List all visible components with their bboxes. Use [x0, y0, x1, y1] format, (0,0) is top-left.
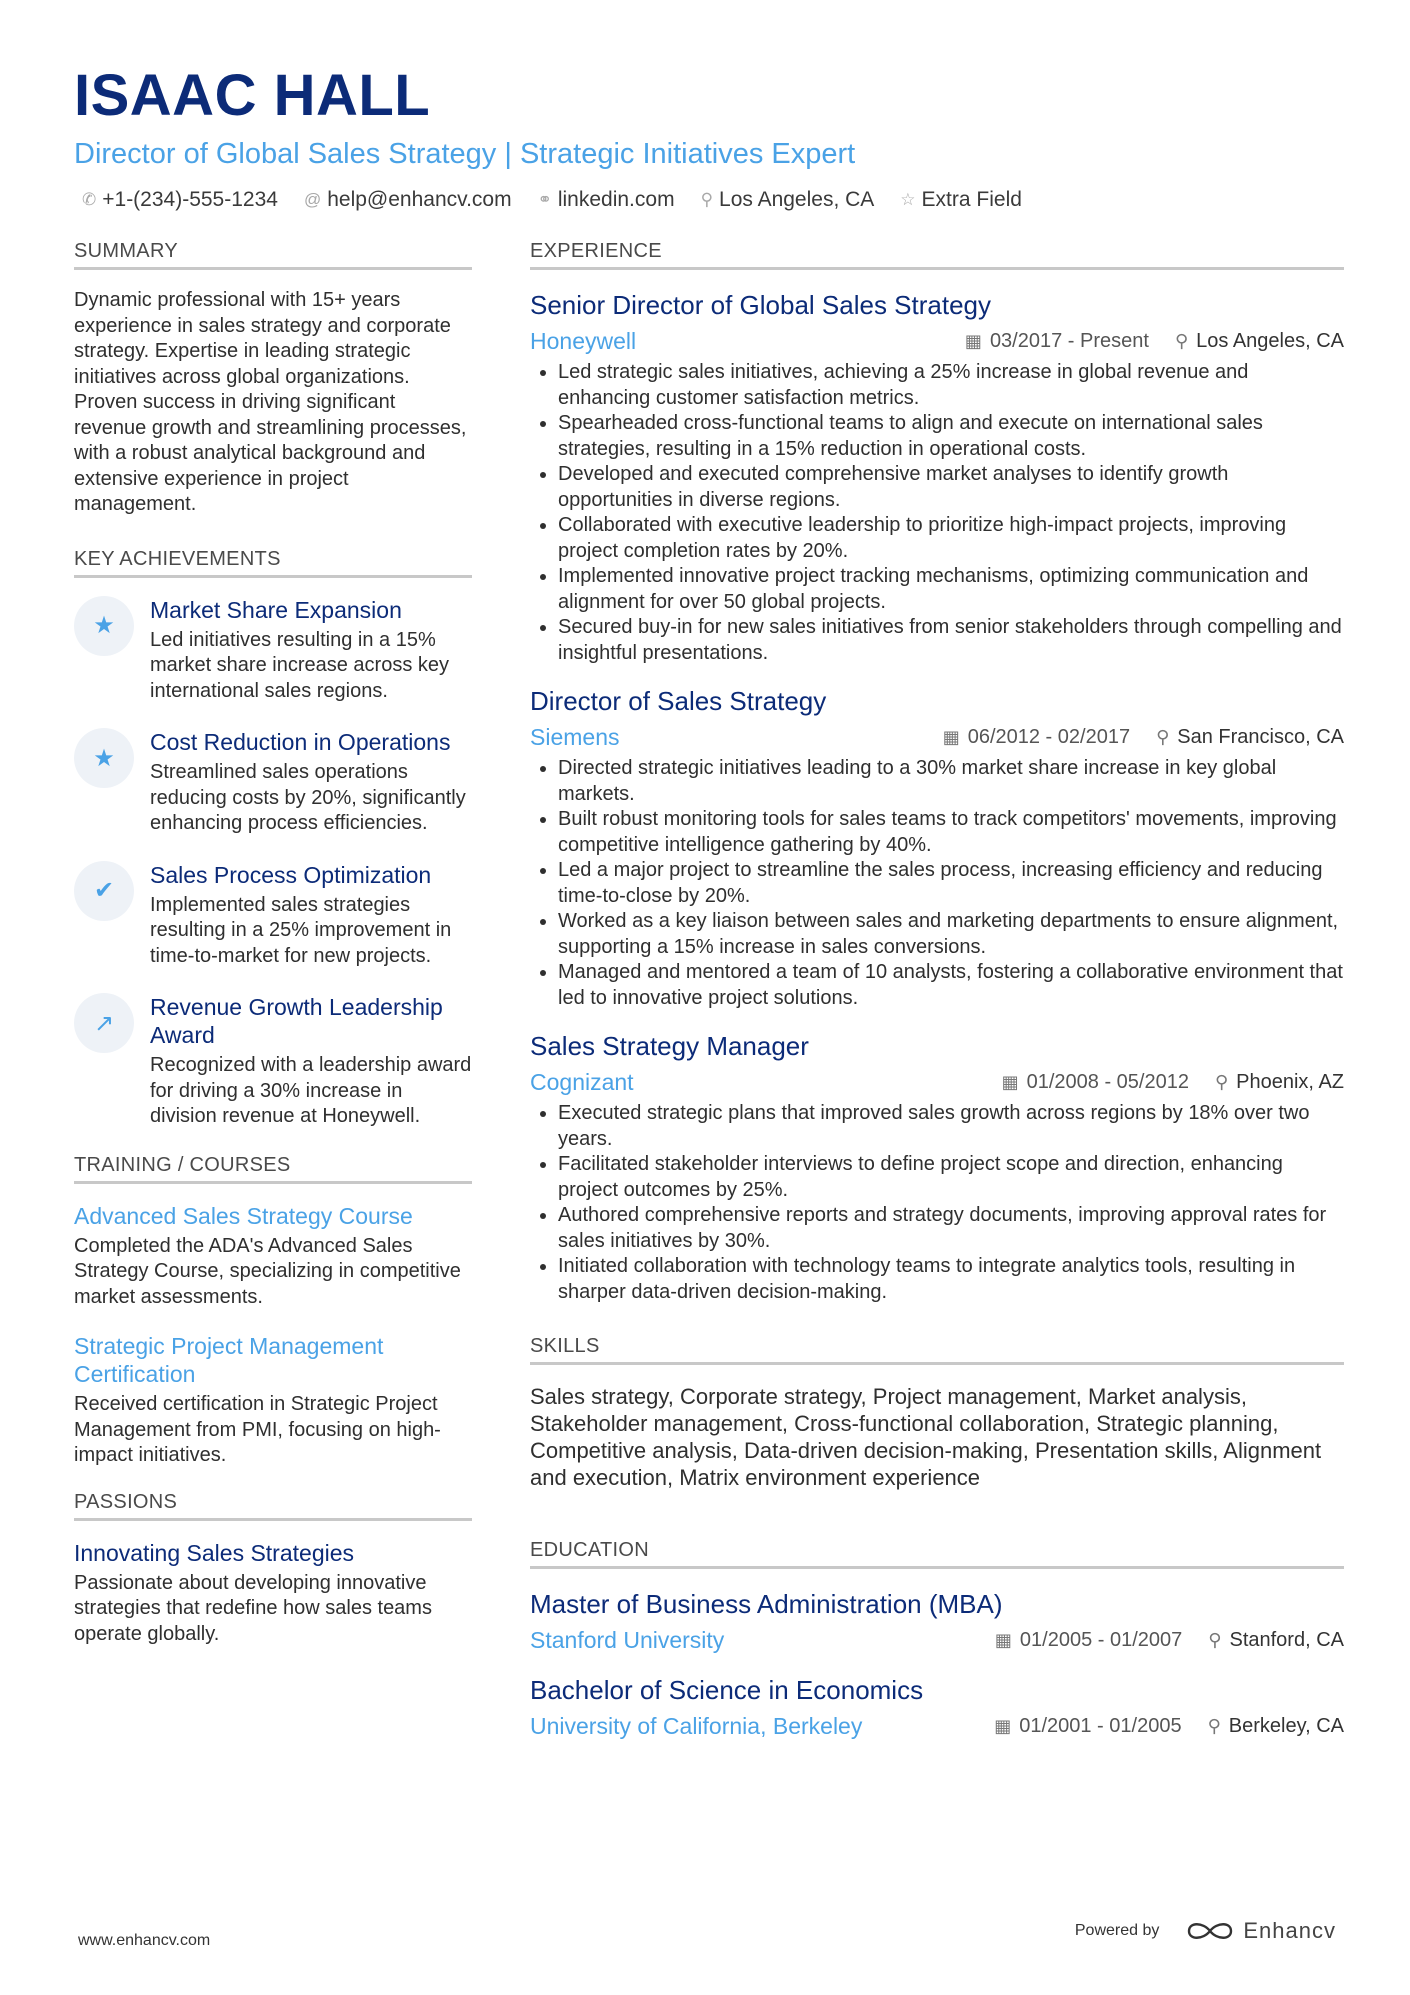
achievement-body [150, 861, 472, 970]
job-title: Sales Strategy Manager [530, 1031, 809, 1061]
job-dates: 01/2008 - 05/2012 [1026, 1070, 1189, 1093]
job-bullet: • Facilitated stakeholder interviews to define project scope and direction, enhancing project outcomes by 25%. [558, 1152, 1344, 1203]
calendar-icon: ▦ [964, 330, 982, 351]
achievement-item [74, 993, 472, 1130]
job-dates: 06/2012 - 02/2017 [967, 725, 1131, 748]
education-dates: 01/2001 - 01/2005 [1019, 1714, 1182, 1737]
footer-branding [1075, 1918, 1336, 1944]
powered-by-label: Powered by [1074, 1922, 1160, 1939]
calendar-icon: ▦ [994, 1715, 1012, 1736]
star-icon: ★ [74, 596, 134, 656]
job-bullet: • Authored comprehensive reports and strategy documents, improving approval rates for sales initiatives by 30%. [558, 1203, 1344, 1254]
passion-text: Passionate about developing innovative strategies that redefine how sales teams operate globally. [74, 1571, 432, 1645]
education-entry [530, 1673, 1344, 1741]
job-location-text: Los Angeles, CA [1196, 329, 1344, 352]
job-bullet: • Managed and mentored a team of 10 analysts, fostering a collaborative environment that led to innovative project solutions. [558, 960, 1344, 1011]
footer-website[interactable]: www.enhancv.com [78, 1932, 211, 1949]
achievement-title: Cost Reduction in Operations [150, 729, 451, 755]
skills-section [530, 1335, 1344, 1491]
achievements-section [74, 548, 472, 1130]
education-location [1208, 1629, 1344, 1652]
check-icon: ✔ [74, 861, 134, 921]
job-meta [943, 726, 1344, 749]
achievement-title: Sales Process Optimization [150, 861, 432, 888]
degree-title: Bachelor of Science in Economics [530, 1675, 924, 1705]
calendar-icon: ▦ [994, 1629, 1012, 1650]
job-title: Senior Director of Global Sales Strategy [530, 290, 991, 320]
job-location-text: San Francisco, CA [1177, 725, 1344, 748]
candidate-headline: Director of Global Sales Strategy | Strategic Initiatives Expert [74, 138, 856, 170]
education-entry [530, 1587, 1344, 1655]
calendar-icon: ▦ [1001, 1071, 1019, 1092]
education-location-text: Berkeley, CA [1228, 1714, 1344, 1737]
contact-bar [74, 188, 1344, 212]
job-bullet: • Initiated collaboration with technology teams to integrate analytics tools, resulting in sharper data-driven decision-making. [558, 1254, 1344, 1305]
achievement-body [150, 596, 472, 705]
contact-text: help@enhancv.com [327, 188, 512, 211]
education-location-text: Stanford, CA [1229, 1628, 1344, 1651]
section-title: EDUCATION [530, 1539, 1344, 1569]
job-bullets [530, 360, 1344, 666]
job-subheader [530, 722, 1344, 752]
education-dates: 01/2005 - 01/2007 [1019, 1628, 1183, 1651]
job-location [1156, 726, 1344, 749]
location-icon: ⚲ [1207, 1715, 1221, 1736]
education-subheader [530, 1711, 1344, 1741]
job-entry [530, 684, 1344, 1011]
job-subheader [530, 1067, 1344, 1097]
contact-text: +1-(234)-555-1234 [102, 188, 278, 211]
summary-section [74, 240, 472, 518]
left-column [74, 240, 472, 1647]
passions-section [74, 1491, 472, 1648]
course-item [74, 1332, 472, 1469]
contact-text: Los Angeles, CA [719, 188, 875, 211]
job-bullet: • Worked as a key liaison between sales and marketing departments to ensure alignment, supporting a 15% increase in sales conversions. [558, 909, 1344, 960]
education-meta [994, 1715, 1344, 1738]
school-name: Stanford University [530, 1627, 725, 1653]
job-bullet: • Spearheaded cross-functional teams to align and execute on international sales strategies, resulting in a 15% reduction in operational costs. [558, 411, 1344, 462]
passion-title: Innovating Sales Strategies [74, 1539, 355, 1566]
achievement-body [150, 728, 472, 837]
job-bullet: • Built robust monitoring tools for sales teams to track competitors' movements, improving competitive intelligence gathering by 40%. [558, 807, 1344, 858]
job-entry [530, 288, 1344, 666]
course-item [74, 1202, 472, 1311]
achievement-body [150, 993, 472, 1130]
course-title: Advanced Sales Strategy Course [74, 1202, 413, 1229]
section-title: EXPERIENCE [530, 240, 1344, 270]
achievement-text: Implemented sales strategies resulting in a 25% improvement in time-to-market for new projects. [150, 893, 452, 967]
job-bullet: • Led strategic sales initiatives, achieving a 25% increase in global revenue and enhancing customer satisfaction metrics. [558, 360, 1344, 411]
job-bullet: • Directed strategic initiatives leading to a 30% market share increase in key global markets. [558, 756, 1344, 807]
achievement-item [74, 728, 472, 837]
summary-text: Dynamic professional with 15+ years experience in sales strategy and corporate strategy. Expertise in leading strategic initiatives across global organizations. Proven success in driving significant revenue growth and streamlining processes, with a robust analytical background and extensive experience in project management. [74, 289, 467, 515]
job-bullet: • Developed and executed comprehensive market analyses to identify growth opportunities in diverse regions. [558, 462, 1344, 513]
job-subheader [530, 326, 1344, 356]
section-title: PASSIONS [74, 1491, 472, 1521]
resume-page [74, 60, 1344, 1739]
skills-text: Sales strategy, Corporate strategy, Project management, Market analysis, Stakeholder management, Cross-functional collaboration, Strategic planning, Competitive analysis, Data-driven decision-making, Presentation skills, Alignment and execution, Matrix environment experience [530, 1384, 1322, 1490]
job-bullet: • Collaborated with executive leadership to prioritize high-impact projects, improving project completion rates by 20%. [558, 513, 1344, 564]
section-title: KEY ACHIEVEMENTS [74, 548, 472, 578]
job-location [1215, 1071, 1344, 1094]
location-icon: ⚲ [700, 190, 714, 209]
email-icon: @ [303, 190, 322, 209]
job-bullet: • Implemented innovative project tracking mechanisms, optimizing communication and alignment for over 50 global projects. [558, 564, 1344, 615]
job-location [1175, 330, 1344, 353]
contact-item[interactable] [82, 188, 278, 212]
achievement-item [74, 596, 472, 705]
section-title: SUMMARY [74, 240, 472, 270]
contact-item[interactable] [900, 188, 1022, 212]
course-text: Received certification in Strategic Project Management from PMI, focusing on high-impact initiatives. [74, 1393, 441, 1466]
job-location-text: Phoenix, AZ [1236, 1070, 1344, 1093]
course-text: Completed the ADA's Advanced Sales Strategy Course, specializing in competitive market assessments. [74, 1234, 461, 1308]
job-bullets [530, 756, 1344, 1011]
calendar-icon: ▦ [942, 726, 960, 747]
course-title: Strategic Project Management Certification [74, 1333, 384, 1387]
passion-item [74, 1539, 472, 1648]
job-bullets [530, 1101, 1344, 1305]
experience-section [530, 240, 1344, 1305]
job-entry [530, 1029, 1344, 1305]
job-title: Director of Sales Strategy [530, 686, 827, 716]
growth-arrow-icon: ↗ [74, 993, 134, 1053]
section-title: TRAINING / COURSES [74, 1154, 472, 1184]
education-subheader [530, 1625, 1344, 1655]
location-icon: ⚲ [1156, 726, 1170, 747]
company-name: Siemens [530, 724, 620, 750]
candidate-name: ISAAC HALL [74, 63, 431, 128]
contact-text: Extra Field [921, 188, 1022, 211]
degree-title: Master of Business Administration (MBA) [530, 1589, 1003, 1619]
achievement-item [74, 861, 472, 970]
star-icon: ★ [74, 728, 134, 788]
job-meta [1002, 1071, 1344, 1094]
location-icon: ⚲ [1208, 1629, 1222, 1650]
section-title: SKILLS [530, 1335, 1344, 1365]
brand-name: Enhancv [1243, 1918, 1336, 1943]
right-column [530, 240, 1344, 1759]
location-icon: ⚲ [1214, 1071, 1229, 1092]
contact-item[interactable] [538, 188, 675, 212]
education-section [530, 1539, 1344, 1741]
achievement-text: Streamlined sales operations reducing costs by 20%, significantly enhancing process efficiencies. [150, 761, 466, 834]
job-bullet: • Executed strategic plans that improved sales growth across regions by 18% over two years. [558, 1101, 1344, 1152]
achievement-text: Led initiatives resulting in a 15% market share increase across key international sales regions. [150, 628, 450, 702]
job-meta [965, 330, 1344, 353]
job-bullet: • Secured buy-in for new sales initiatives from senior stakeholders through compelling and insightful presentations. [558, 615, 1344, 666]
job-dates: 03/2017 - Present [989, 329, 1149, 352]
contact-item[interactable] [701, 188, 875, 212]
enhancv-logo-icon [1185, 1918, 1235, 1944]
company-name: Honeywell [530, 328, 637, 354]
job-bullet: • Led a major project to streamline the sales process, increasing efficiency and reducing time-to-close by 20%. [558, 858, 1344, 909]
link-icon: ⚭ [537, 190, 552, 209]
contact-item[interactable] [304, 188, 512, 212]
company-name: Cognizant [530, 1069, 634, 1095]
location-icon: ⚲ [1174, 330, 1189, 351]
phone-icon: ✆ [82, 190, 97, 209]
achievement-text: Recognized with a leadership award for driving a 30% increase in division revenue at Honeywell. [150, 1054, 472, 1127]
school-name: University of California, Berkeley [530, 1713, 863, 1739]
contact-text: linkedin.com [557, 188, 675, 211]
achievement-title: Revenue Growth Leadership Award [150, 994, 443, 1048]
training-section [74, 1154, 472, 1469]
education-location [1208, 1715, 1344, 1738]
star-icon: ☆ [900, 190, 916, 209]
achievement-title: Market Share Expansion [150, 596, 402, 623]
education-meta [995, 1629, 1344, 1652]
